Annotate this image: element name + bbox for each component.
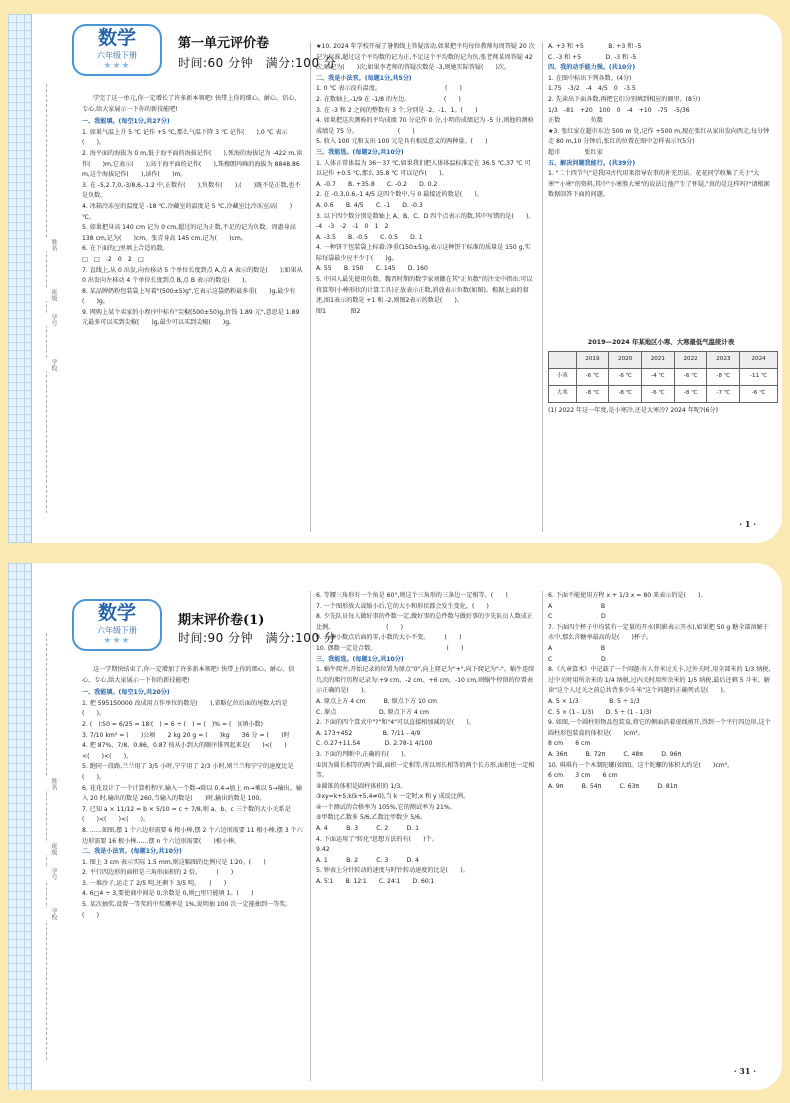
question-item: ②圆锥的体积是圆柱体积的 1/3。 xyxy=(316,782,407,790)
time-score-meta: 时间:60 分钟 满分:100 分 xyxy=(178,56,337,70)
question-item: A. -0.7 B. +35.8 C. -0.2 D. 0.2 xyxy=(316,180,438,188)
name-label: 姓名 xyxy=(34,239,58,251)
table-header-row xyxy=(549,351,778,368)
question-item: 3. 在 -5,2.7,0,-3/8,6,-1.2 中,正数有( ),负数有( ),( )既不是正数,也不是负数。 xyxy=(82,181,301,200)
table-cell xyxy=(549,351,577,368)
table-cell: 2021 xyxy=(642,351,675,368)
page-number: · 1 · xyxy=(739,519,756,529)
section-heading: 三、我能选。(每题1分,共10分) xyxy=(316,655,404,663)
question-item: ★3. 张红家在超市东边 500 m 处,记作 +500 m,现在张红从家出发向西走,每分钟走 80 m,10 分钟后,张红的位置在图中怎样表示?(5分) xyxy=(548,127,770,146)
subject-title: 数学 xyxy=(97,602,136,624)
table-cell: -11 ℃ xyxy=(740,368,778,385)
question-item: 5. 如果把身高 140 cm 记为 0 cm,超过的记为正数,不足的记为负数。周惠身高 138 cm,记为( )cm。张青身高 145 cm,记为( )cm。 xyxy=(82,224,296,242)
question-item: 3. 7/10 km² = ( )公顷 2 kg 20 g = ( )kg 36 分 = ( )时 xyxy=(82,731,290,739)
table-cell: -6 ℃ xyxy=(642,385,675,402)
school-label: 学校 xyxy=(34,908,58,920)
table-cell: -4 ℃ xyxy=(642,368,675,385)
question-item: 9. 去掉小数点后面的零,小数的大小不变。 ( ) xyxy=(316,634,462,642)
question-item: 2. 海平面的海拔为 0 m,低于海平面的海拔记作( ),死海的海拔记为 -422 m,读作( )m,它表示( );高于海平面的记作( ),珠穆朗玛峰的海拔为 8848.86 m,这个海拔记作( ),读作( )m。 xyxy=(82,149,303,179)
question-item: 3. 在 -3 和 2 之间的整数有 3 个,分别是 -2、-1、1。( ) xyxy=(316,106,478,114)
figure-label: 1/3 -81 +20 100 0 -4 +10 -75 -5/36 xyxy=(548,106,690,114)
figure-label: C D xyxy=(548,655,606,663)
question-item: 4. 如果把这次测验的平均成绩 70 分记作 0 分,小明的成绩记为 -5 分,则他的测验成绩是 75 分。 ( ) xyxy=(316,117,534,135)
figure-label: 图1 图2 xyxy=(316,307,361,315)
question-item: 4. 把 87%、7/8、0.86、0.87 按从小到大的顺序排列起来是( )<( )<( )<( )。 xyxy=(82,742,287,760)
question-item: 4. 下面运用了"转化"思想方法的有( )个。 xyxy=(316,835,438,843)
question-item: 2. ( )∶50 = 6/25 = 18∶( ) = 6 ÷ ( ) = ( )% = ( )(填小数) xyxy=(82,720,263,728)
question-item: 4. 6□4 ÷ 3,要使商中间是 0,余数是 0,则□里只能填 1。( ) xyxy=(82,890,254,898)
question-item: 10. 偶数一定是合数。 ( ) xyxy=(316,644,464,652)
question-item: 1. 人体正常体温为 36～37 ℃,如果我们把人体体温标准定在 36.5 ℃,37 ℃ 可以记作 +0.5 ℃,那么 35.8 ℃ 可以记作( )。 xyxy=(316,159,531,178)
question-item: ④一个测试的合格率为 105%,它的测试率为 21%。 xyxy=(316,803,456,811)
question-item: A. 173+452 B. 7/11 - 4/9 xyxy=(316,729,421,737)
question-item: ⑤甲数比乙数多 5/6,乙数比甲数少 5/6。 xyxy=(316,814,427,822)
question-item: C. 0.27+11.54 D. 2.78-1 4/100 xyxy=(316,740,433,748)
question-item: 5. 钟表上分针转动的速度与时针转动速度的比是( )。 xyxy=(316,867,469,875)
school-label: 学校 xyxy=(34,359,58,371)
question-item: 3. 一堆沙子,运走了 2/5 吨,还剩下 3/5 吨。 ( ) xyxy=(82,879,227,887)
question-item: A. 4 B. 3 C. 2 D. 1 xyxy=(316,825,420,833)
figure-label: C D xyxy=(548,613,606,621)
worksheet-page-1 xyxy=(8,14,782,543)
figure-label: 正数 负数 xyxy=(548,117,603,125)
figure-label: 1.75 -3/2 -4 4/5 0 -3.5 xyxy=(548,85,636,93)
question-item: 1. 0 ℃ 表示没有温度。 ( ) xyxy=(316,85,462,93)
table-cell: 2024 xyxy=(740,351,778,368)
name-label: 姓名 xyxy=(34,778,58,790)
question-item: 7. 下面四个杯子中均装有一定量的开水(阴影表示开水),如果把 50 g 糖全部溶解于水中,那么含糖率最高的是( )杯子。 xyxy=(548,623,769,642)
time-score-meta: 时间:90 分钟 满分:100 分 xyxy=(178,631,337,645)
question-item: 1. "二十四节气"是我国古代用来指导农事的补充历法。花花同学收集了关于"大寒""小寒"的资料,其中"小寒胜大寒"的说法让他产生了怀疑,"真的是这样吗?"请根据数据回答下面的问题。 xyxy=(548,170,770,199)
question-item: A. 原点上方 4 cm B. 原点下方 10 cm xyxy=(316,697,437,705)
question-item: A. 0.6 B. 4/5 C. -1 D. -0.3 xyxy=(316,201,423,209)
question-item: 2. 在数轴上,-1/9 在 -1/8 的左边。 ( ) xyxy=(316,95,461,103)
question-item: 8. 某品牌奶粉包装袋上写着"(500±5)g",它表示这袋奶粉最多重( )g,最少有( )g。 xyxy=(82,287,296,306)
question-item: 4. 冰箱冷冻室的温度是 -18 ℃,冷藏室的温度是 5 ℃,冷藏室比冷冻室高( )℃。 xyxy=(82,202,293,221)
question-item: 6. 在下面的□里填上合适的数。 xyxy=(82,245,169,253)
figure-label: 9.42 xyxy=(316,846,330,854)
subject-title: 数学 xyxy=(97,27,136,49)
table-question: (1) 2022 年这一年度,是小寒冷,还是大寒冷? 2024 年呢?(6分) xyxy=(548,406,718,414)
table-cell: -6 ℃ xyxy=(674,368,707,385)
column-right xyxy=(548,591,774,1071)
section-heading: 二、我是小法官。(每题1分,共10分) xyxy=(82,848,182,856)
question-item: 5. 跑同一段路,兰兰用了 3/5 小时,宁宁用了 2/3 小时,则兰兰和宁宁的速度比是( )。 xyxy=(82,763,294,781)
question-item: 2. 下面的四个算式中"?"和"4"可以直接相加减的是( )。 xyxy=(316,719,475,727)
id-label: 学号 xyxy=(34,868,58,880)
figure-label: A B xyxy=(548,602,606,610)
intro-text: 这一学期快结束了,你一定增加了许多新本领吧! 快带上你的细心、耐心、信心、专心,给大家展示一下你的新技能吧! xyxy=(82,666,295,684)
grade-label: 六年级下册 xyxy=(97,626,137,635)
question-item: 6. 等腰三角形有一个角是 60°,则这个三角形的三条边一定相等。( ) xyxy=(316,592,508,599)
page-title: 第一单元评价卷 xyxy=(178,36,270,51)
question-item: 4. 一种饼干包装袋上标着:净重(150±5)g,表示这种饼干标准的质量是 150 g,实际每袋最少应不少于( )g。 xyxy=(316,244,531,262)
table-row xyxy=(549,368,778,385)
section-heading: 三、我能选。(每题2分,共10分) xyxy=(316,148,404,156)
subject-badge xyxy=(72,599,162,651)
student-info-side xyxy=(34,563,60,1090)
question-item: 7. 直线上,从 0 出发,向右移动 5 个单位长度到点 A,点 A 表示的数是( );如果从 0 出发向左移动 4 个单位长度到点 B,点 B 表示的数是( )。 xyxy=(82,266,303,285)
question-item: 1. 蜗牛爬井,开始记录的位置为原点"0",向上爬记为"+",向下爬记为"-"。蜗牛连续几次的爬行历程记录为:+9 cm、-2 cm、+6 cm、-10 cm,则蜗牛停留的位置表示正确的是( )。 xyxy=(316,666,535,695)
column-middle xyxy=(316,591,536,1081)
question-item: 1. 如果气温上升 5 ℃ 记作 +5 ℃,那么气温下降 3 ℃ 记作( ),0 ℃ 表示( )。 xyxy=(82,128,288,147)
table-cell: -8 ℃ xyxy=(674,385,707,402)
page-number: · 31 · xyxy=(733,1066,756,1076)
question-item: 2. 在 -0.3,0.6,-1 4/5 这四个数中,与 0 最接近的数是( )。 xyxy=(316,191,483,199)
question-item: 10. 琪琪有一个木制陀螺(如图)。这个陀螺的体积大约是( )cm³。 xyxy=(548,761,734,769)
table-cell: 2023 xyxy=(707,351,740,368)
table-cell: 2019 xyxy=(576,351,609,368)
question-item: 9. 如图,一个圆柱形物品包装盒,将它的侧面沿着虚线剪开,得到一个平行四边形,这个圆柱形包装盒的体积是( )cm³。 xyxy=(548,719,771,737)
table-cell: 大寒 xyxy=(549,385,577,402)
section-heading: 一、我能填。(每空1分,共20分) xyxy=(82,689,170,697)
column-middle xyxy=(316,42,536,532)
question-item: 5. 中国人最先使用负数。魏晋时期的数学家刘徽在其"正负数"的注文中指出:可以将算筹(小棒形状的计算工具)正放表示正数,斜放表示负数(如图)。根据上面的叙述,图1表示的数是 +1 和 -2,则图2表示的数是( )。 xyxy=(316,276,533,305)
column-right xyxy=(548,42,774,342)
question-item: A. +3 和 +5 B. +3 和 -5 xyxy=(548,43,642,50)
question-item: 7. 已知 a × 11/12 = b × 5/10 = c ÷ 7/8,则 a、b、c 三个数的大小关系是( )<( )<( )。 xyxy=(82,805,291,824)
intro-text: 学完了这一单元,你一定增长了许多新本领吧! 快带上你的细心、耐心、信心、专心,给大家展示一下你的新技能吧! xyxy=(82,95,301,113)
figure-label: A B xyxy=(548,644,606,652)
table-cell: -8 ℃ xyxy=(707,368,740,385)
question-item: A. 1 B. 2 C. 3 D. 4 xyxy=(316,856,420,864)
section-heading: 五、解决问题我能行。(共39分) xyxy=(548,159,636,167)
subject-badge xyxy=(72,24,162,76)
table-cell: -8 ℃ xyxy=(576,385,609,402)
question-item: 8. ……如图,摆 1 个六边形需要 6 根小棒,摆 2 个六边形需要 11 根小棒,摆 3 个六边形需要 16 根小棒……摆 n 个六边形需要( )根小棒。 xyxy=(82,826,303,845)
grade-label: 六年级下册 xyxy=(97,51,137,60)
question-item: A. 9π B. 54π C. 63π D. 81π xyxy=(548,782,678,790)
question-item: ★10. 2024 年学校开展了暑假线上答疑活动,如果把平均每位教师每周答疑 20 次记为标准,超过这个平均数的记为正,不足这个平均数的记为负,张老师某周答疑 42 次,则记为( )次;如果李老师的答疑次数是 -3,则她实际答疑( )次。 xyxy=(316,43,535,72)
section-heading: 四、我的动手能力强。(共10分) xyxy=(548,64,636,72)
question-item: 8.《九章算术》中记载了一个问题:有人背米过关卡,过外关时,用全部米的 1/3 纳税,过中关时用所余米的 1/4 纳税,过内关时用所余米的 1/5 纳税,最后还剩 5 斗米。解读"这个人过关之前总共背多少斗米"这个问题的正确列式是( )。 xyxy=(548,666,771,695)
table-title: 2019—2024 年某地区小寒、大寒最低气温统计表 xyxy=(587,338,735,346)
question-item: A. 36π B. 72π C. 48π D. 96π xyxy=(548,750,682,758)
question-item: 5. 某次抽奖,设置一等奖的中奖概率是 1%,说明抽 100 次一定能抽到一等奖。 ( ) xyxy=(82,901,368,919)
table-cell: 2022 xyxy=(674,351,707,368)
question-item: 6. 花花设计了一个计算机程序,输入一个数→除以 0.4→加上 m→乘以 5→输出。输入 20 时,输出的数是 260,当输入的数是( )时,输出的数是 100。 xyxy=(82,784,302,803)
column-left xyxy=(82,94,304,534)
question-item: 2. 先读出下面各数,再把它们分别填到相应的圈里。(8分) xyxy=(548,95,701,103)
question-item: C. 原点 D. 原点下方 4 cm xyxy=(316,708,429,716)
temperature-table xyxy=(548,351,778,403)
temperature-table-block xyxy=(548,334,774,454)
question-item: A. 5 × 1/3 B. 5 ÷ 1/3 xyxy=(548,697,640,705)
grid-margin-strip xyxy=(8,14,32,543)
question-item: A. 5∶1 B. 12∶1 C. 24∶1 D. 60∶1 xyxy=(316,878,435,886)
table-cell: 2020 xyxy=(609,351,642,368)
star-icon: ★★★ xyxy=(103,61,131,71)
section-heading: 一、我能填。(每空1分,共27分) xyxy=(82,118,170,126)
question-item: 5. 收入 100 元和支出 100 元是具有相反意义的两种量。( ) xyxy=(316,138,488,146)
table-cell: -7 ℃ xyxy=(707,385,740,402)
question-item: 2. 平行四边形的面积是三角形面积的 2 倍。 ( ) xyxy=(82,869,234,877)
figure-label: 6 cm 3 cm 6 cm xyxy=(548,772,618,780)
class-label: 班级 xyxy=(34,289,58,301)
question-item: 9. 网购上某个卖家的小程序中标有"尖椒(500±50)g,价钱 1.89 元",意思是 1.89 元最多可以买到尖椒( )g,最少可以买到尖椒( )g。 xyxy=(82,308,300,327)
question-item: 7. 一个图形放大或缩小后,它的大小和形状都会发生变化。( ) xyxy=(316,602,489,610)
student-info-side xyxy=(34,14,60,543)
question-item: 3. 下面的判断中,正确的有( )。 xyxy=(316,750,410,758)
table-cell: -6 ℃ xyxy=(609,368,642,385)
figure-label: 超市 张红家 xyxy=(548,148,603,156)
question-item: 8. 少先队员每人做好事的件数一定,做好事的总件数与做好事的少先队员人数成正比例。 ( ) xyxy=(316,613,533,631)
question-item: ③xy=k+5,k(k+5,4≠0),当 k 一定时,x 和 y 成反比例。 xyxy=(316,793,470,801)
id-label: 学号 xyxy=(34,314,58,326)
question-item: C. -3 和 +5 D. -3 和 -5 xyxy=(548,53,637,61)
figure-label: 8 cm 6 cm xyxy=(548,740,591,748)
question-item: 1. 图上 3 cm 表示实际 1.5 mm,则这幅图的比例尺是 1∶20。( ) xyxy=(82,858,266,866)
table-cell: -6 ℃ xyxy=(576,368,609,385)
question-item: 1. 在图中标出下列各数。(4分) xyxy=(548,74,632,82)
section-heading: 二、我是小法官。(每题1分,共5分) xyxy=(316,74,412,82)
table-cell: -6 ℃ xyxy=(740,385,778,402)
question-item: ①因为圆长相等的两个圆,面积一定相等,所以周长相等的两个长方形,面积也一定相等。 xyxy=(316,761,535,780)
grid-margin-strip xyxy=(8,563,32,1090)
table-cell: -8 ℃ xyxy=(609,385,642,402)
worksheet-page-2 xyxy=(8,563,782,1090)
question-item: 6. 下面不能使用方程 x + 1/3 x = 80 来表示的是( )。 xyxy=(548,592,707,599)
page-title: 期末评价卷(1) xyxy=(178,613,265,628)
figure-label: -4 -3 -2 -1 0 1 2 xyxy=(316,223,389,231)
class-label: 班级 xyxy=(34,843,58,855)
question-item: A. 55 B. 150 C. 145 D. 160 xyxy=(316,265,428,273)
question-item: 3. 以下四个数分别是数轴上 A、B、C、D 四个点表示的数,其中写错的是( )。 xyxy=(316,212,535,220)
figure-label: □ □ -2 0 2 □ xyxy=(82,255,144,263)
star-icon: ★★★ xyxy=(103,636,131,646)
table-row xyxy=(549,385,778,402)
question-item: C. 5 × (1 - 1/3) D. 5 ÷ (1 - 1/3) xyxy=(548,708,652,716)
table-cell: 小寒 xyxy=(549,368,577,385)
question-item: 1. 把 595150000 改成用万作单位的数是( ),省略亿位后面的尾数大约是( )。 xyxy=(82,699,288,718)
question-item: A. -3.5 B. -0.5 C. 0.5 D. 1 xyxy=(316,233,423,241)
